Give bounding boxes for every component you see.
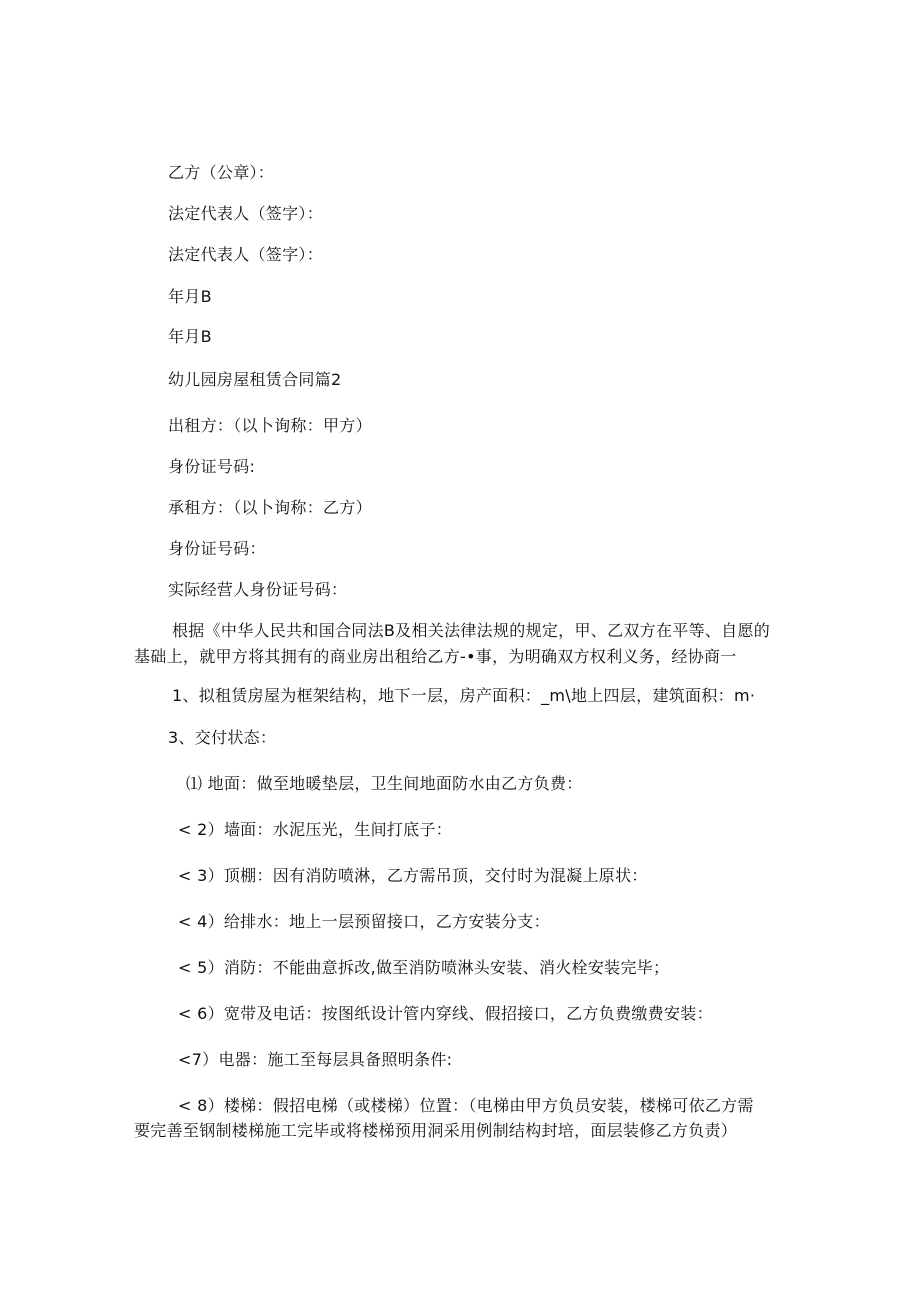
date-line-2: 年月B	[168, 327, 212, 346]
lessor-id-line: 身份证号码:	[168, 457, 256, 476]
lessee-line: 承租方：（以卜询称：乙方）	[168, 498, 372, 517]
item-8-stairs-line-1: < 8）楼梯：假招电梯（或楼梯）位置：（电梯由甲方负员安装，楼梯可依乙方需	[178, 1096, 754, 1115]
item-6-broadband-phone: < 6）宽带及电话：按图纸设计管内穿线、假招接口，乙方负费缴费安装：	[178, 1004, 713, 1023]
preamble-line-1: 根据《中华人民共和国合同法B及相关法律法规的规定，甲、乙双方在平等、自愿的	[172, 621, 771, 640]
lessee-id-line: 身份证号码：	[168, 539, 266, 558]
item-4-plumbing: < 4）给排水：地上一层预留接口，乙方安装分支：	[178, 912, 550, 931]
legal-rep-signature-line-1: 法定代表人（签字）：	[168, 204, 324, 223]
item-1-floor: ⑴ 地面：做至地暖垫层，卫生间地面防水由乙方负费：	[186, 774, 583, 793]
party-b-seal-line: 乙方（公章）：	[168, 163, 275, 182]
preamble-line-2: 基础上，就甲方将其拥有的商业房出租给乙方-•事，为明确双方权利义务，经协商一	[134, 647, 737, 666]
clause-1-structure: 1、拟租赁房屋为框架结构，地下一层，房产面积：_m\地上四层，建筑面积：m·	[172, 686, 756, 705]
item-8-stairs-line-2: 要完善至钢制楼梯施工完毕或将楼梯预用洞采用例制结构封培，面层装修乙方负责）	[134, 1121, 738, 1140]
item-5-fire-protection: < 5）消防：不能曲意拆改,做至消防喷淋头安装、消火栓安装完毕；	[178, 958, 670, 977]
item-2-wall: < 2）墙面：水泥压光，生间打底子：	[178, 820, 453, 839]
lessor-line: 出租方：（以卜询称：甲方）	[168, 416, 372, 435]
item-3-ceiling: < 3）顶棚：因有消防喷淋，乙方需吊顶，交付时为混凝上原状：	[178, 866, 648, 885]
date-line-1: 年月B	[168, 287, 212, 306]
contract-title: 幼儿园房屋租赁合同篇2	[168, 370, 342, 389]
clause-3-heading: 3、交付状态：	[168, 728, 277, 747]
operator-id-line: 实际经营人身份证号码：	[168, 580, 348, 599]
legal-rep-signature-line-2: 法定代表人（签字）：	[168, 245, 324, 264]
item-7-electrical: <7）电器：施工至每层具备照明条件:	[178, 1050, 453, 1069]
